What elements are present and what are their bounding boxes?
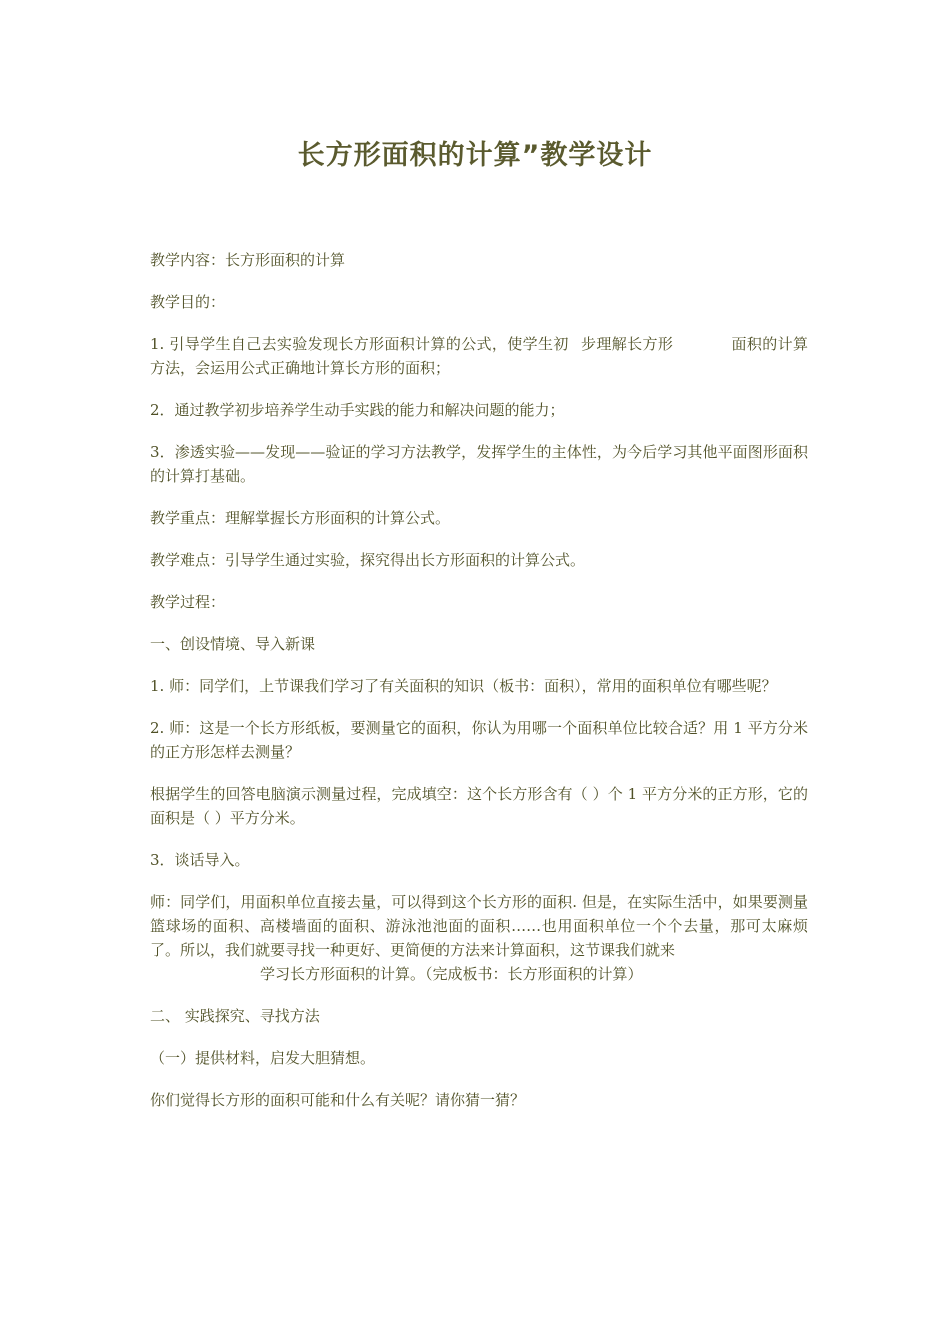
paragraph-goal-2: 2．通过教学初步培养学生动手实践的能力和解决问题的能力；: [150, 401, 565, 419]
paragraph-teaching-goals-heading: 教学目的：: [150, 293, 226, 311]
goal-1-part-b: 步理解长方形: [580, 335, 674, 353]
section-heading-2: 二、 实践探究、寻找方法: [150, 1007, 320, 1025]
goal-1-part-d: 的计算方法，会运用公式正确地计算长方形的面积；: [150, 335, 808, 377]
paragraph-teacher-intro: [150, 890, 808, 986]
paragraph-fill-blank: 根据学生的回答电脑演示测量过程，完成填空：这个长方形含有（ ）个 1 平方分米的正方形，它的面积是（ ）平方分米。: [150, 785, 808, 827]
goal-1-part-c: 面积: [731, 335, 763, 353]
paragraph-process-heading: 教学过程：: [150, 593, 226, 611]
teacher-intro-tail: 学习长方形面积的计算。（完成板书：长方形面积的计算）: [260, 965, 643, 983]
paragraph-goal-3: 3．渗透实验——发现——验证的学习方法教学，发挥学生的主体性，为今后学习其他平面图形面积的计算打基础。: [150, 443, 808, 485]
section-heading-1: 一、创设情境、导入新课: [150, 635, 316, 653]
document-title: 长方形面积的计算”教学设计: [297, 140, 653, 171]
subsection-heading-1: （一）提供材料，启发大胆猜想。: [150, 1049, 376, 1067]
goal-1-part-a: 1. 引导学生自己去实验发现长方形面积计算的公式，使学生初: [150, 335, 569, 353]
document-body: [150, 248, 808, 1130]
paragraph-key-point: 教学重点：理解掌握长方形面积的计算公式。: [150, 509, 451, 527]
paragraph-teaching-content: 教学内容：长方形面积的计算: [150, 251, 346, 269]
paragraph-step-2: 2. 师：这是一个长方形纸板，要测量它的面积，你认为用哪一个面积单位比较合适？用 1 平方分米的正方形怎样去测量？: [150, 719, 808, 761]
paragraph-difficulty: 教学难点：引导学生通过实验，探究得出长方形面积的计算公式。: [150, 551, 586, 569]
paragraph-step-1: 1. 师：同学们，上节课我们学习了有关面积的知识（板书：面积），常用的面积单位有哪些呢？: [150, 677, 777, 695]
teacher-intro-text: 师：同学们，用面积单位直接去量，可以得到这个长方形的面积. 但是，在实际生活中，如果要测量篮球场的面积、高楼墙面的面积、游泳池池面的面积……也用面积单位一个个去量，那可太麻烦了。所以，我们就要寻找一种更好、更简便的方法来计算面积，这节课我们就来: [150, 893, 808, 959]
paragraph-guess-question: 你们觉得长方形的面积可能和什么有关呢？请你猜一猜？: [150, 1091, 526, 1109]
paragraph-goal-1: [150, 332, 808, 380]
paragraph-step-3: 3．谈话导入。: [150, 851, 250, 869]
